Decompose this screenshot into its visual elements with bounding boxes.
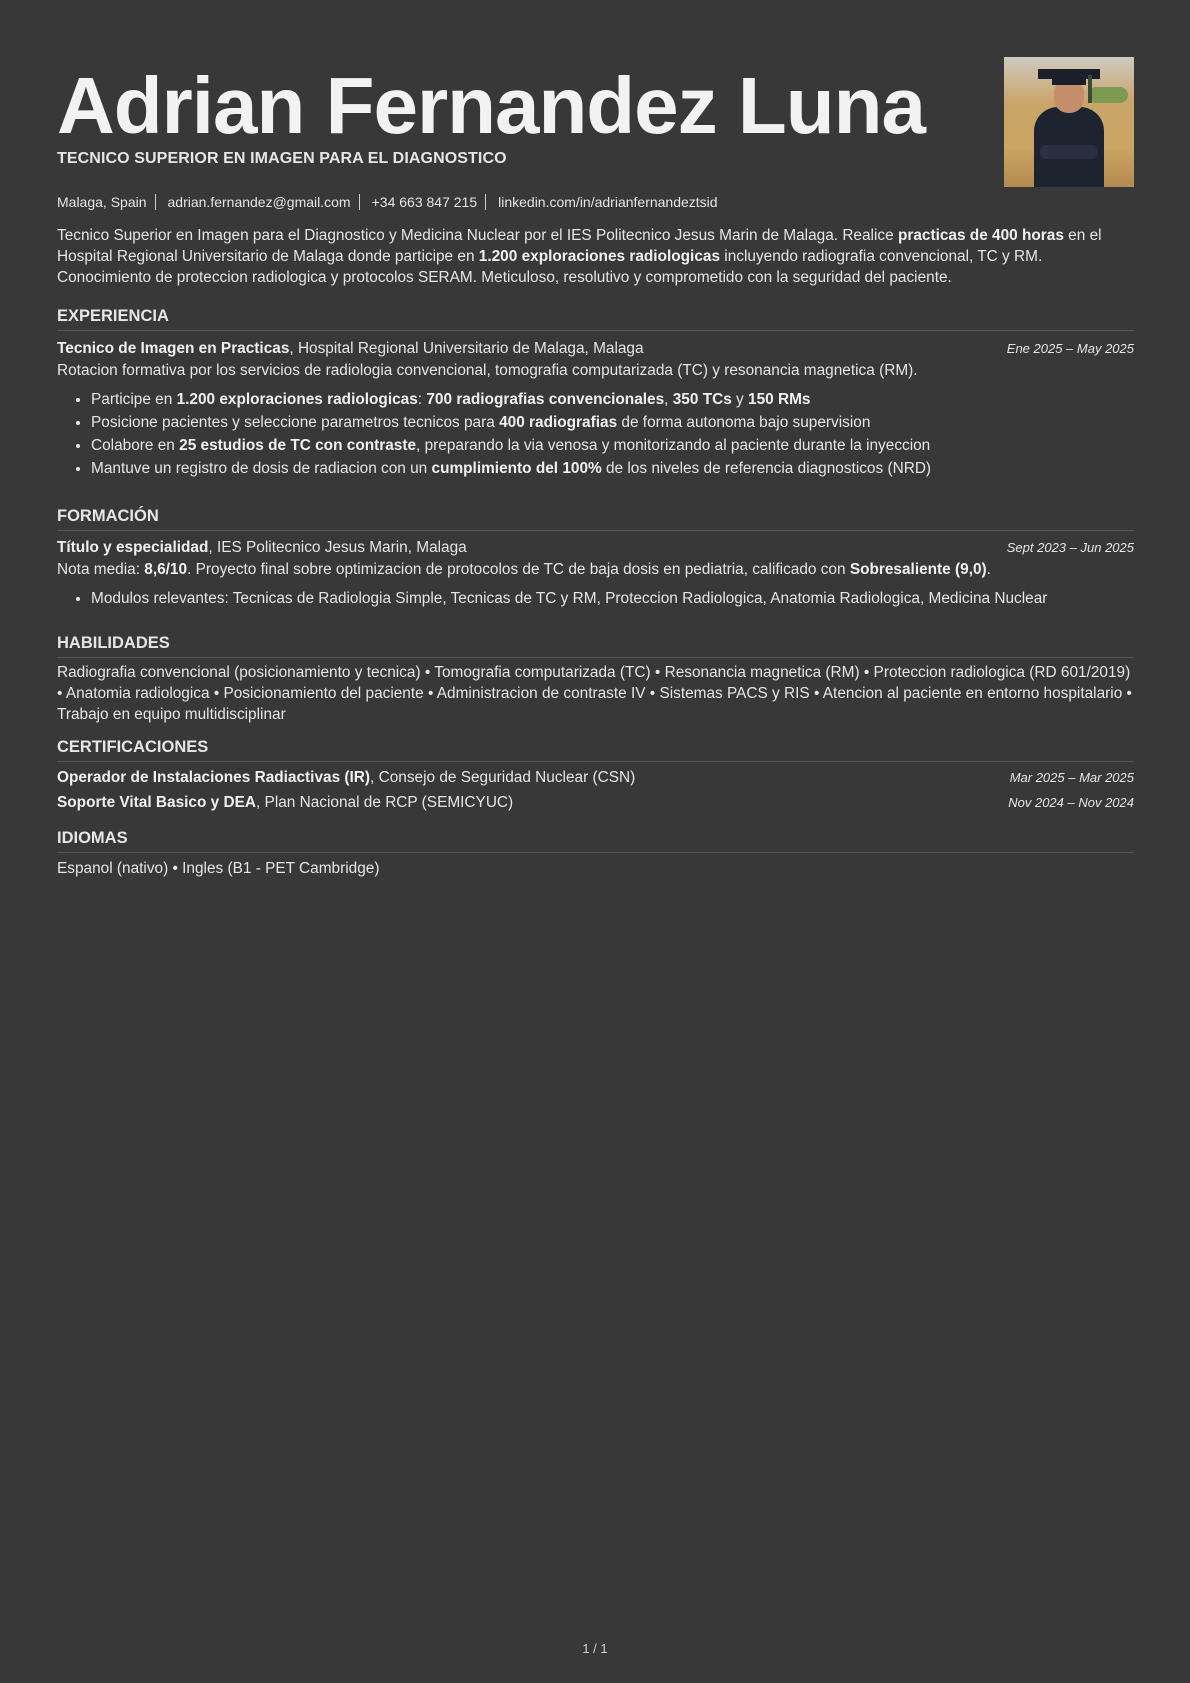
experience-header [57, 338, 1134, 360]
photo-background-bush [1088, 87, 1128, 103]
section-title: HABILIDADES [57, 634, 170, 652]
certification-item [57, 767, 1134, 789]
contact-email[interactable]: adrian.fernandez@gmail.com [167, 194, 351, 210]
certification-date: Nov 2024 – Nov 2024 [1008, 795, 1134, 810]
divider [485, 194, 486, 210]
section-experience [57, 305, 1134, 480]
certification-org: , Consejo de Seguridad Nuclear (CSN) [370, 769, 636, 786]
section-divider [57, 761, 1134, 762]
experience-role: Tecnico de Imagen en Practicas [57, 340, 290, 357]
section-title: CERTIFICACIONES [57, 738, 209, 756]
section-divider [57, 330, 1134, 331]
list-item: • Colabore en 25 estudios de TC con contraste, preparando la via venosa y monitorizando al paciente durante la inyeccion [91, 434, 1134, 457]
section-education [57, 505, 1134, 610]
divider [359, 194, 360, 210]
education-description: Nota media: 8,6/10. Proyecto final sobre optimizacion de protocolos de TC de baja dosis en pediatria, calificado con Sobresaliente (9,0). [57, 561, 991, 578]
section-divider [57, 852, 1134, 853]
experience-org: , Hospital Regional Universitario de Malaga, Malaga [289, 340, 644, 357]
certification-org: , Plan Nacional de RCP (SEMICYUC) [256, 794, 514, 811]
section-divider [57, 657, 1134, 658]
divider [155, 194, 156, 210]
section-divider [57, 530, 1134, 531]
experience-date: Ene 2025 – May 2025 [1006, 341, 1134, 356]
education-degree: Título y especialidad [57, 539, 209, 556]
education-header [57, 537, 1134, 559]
summary-highlight: 1.200 exploraciones radiologicas [478, 248, 721, 265]
list-item: • Posicione pacientes y seleccione parametros tecnicos para 400 radiografias de forma autonoma bajo supervision [91, 411, 1134, 434]
job-title: TECNICO SUPERIOR EN IMAGEN PARA EL DIAGNOSTICO [57, 150, 507, 167]
section-title: EXPERIENCIA [57, 307, 169, 325]
education-org: , IES Politecnico Jesus Marin, Malaga [208, 539, 467, 556]
photo-tassel [1088, 75, 1092, 103]
page-number: 1 / 1 [582, 1641, 608, 1656]
section-skills [57, 632, 1134, 725]
summary-highlight: practicas de 400 horas [897, 227, 1064, 244]
profile-photo [1004, 57, 1134, 187]
certification-item [57, 792, 1134, 814]
list-item: • Mantuve un registro de dosis de radiacion con un cumplimiento del 100% de los niveles de referencia diagnosticos (NRD) [91, 457, 1134, 480]
certification-name: Soporte Vital Basico y DEA [57, 794, 256, 811]
languages-list: Espanol (nativo) • Ingles (B1 - PET Cambridge) [57, 860, 380, 877]
certification-name: Operador de Instalaciones Radiactivas (IR) [57, 769, 371, 786]
contact-linkedin[interactable]: linkedin.com/in/adrianfernandeztsid [498, 194, 718, 210]
education-bullets [57, 587, 1134, 610]
summary-paragraph [57, 225, 1134, 288]
list-item: • Modulos relevantes: Tecnicas de Radiologia Simple, Tecnicas de TC y RM, Proteccion Radiologica, Anatomia Radiologica, Medicina Nuclear [91, 587, 1134, 610]
certification-date: Mar 2025 – Mar 2025 [1009, 770, 1134, 785]
experience-description: Rotacion formativa por los servicios de radiologia convencional, tomografia computarizada (TC) y resonancia magnetica (RM). [57, 362, 918, 379]
contact-phone[interactable]: +34 663 847 215 [371, 194, 478, 210]
section-certifications [57, 736, 1134, 814]
summary-text: Tecnico Superior en Imagen para el Diagnostico y Medicina Nuclear por el IES Politecnico Jesus Marin de Malaga. Realice [57, 227, 898, 244]
candidate-name: Adrian Fernandez Luna [57, 61, 925, 150]
photo-arms [1040, 145, 1098, 159]
contact-bar [57, 194, 718, 210]
section-languages [57, 827, 1134, 880]
list-item: • Participe en 1.200 exploraciones radiologicas: 700 radiografias convencionales, 350 TCs y 150 RMs [91, 388, 1134, 411]
summary-text: en el Hospital Regional Universitario de Malaga donde participe en [57, 227, 1102, 265]
skills-list: Radiografia convencional (posicionamiento y tecnica) • Tomografia computarizada (TC) • Resonancia magnetica (RM) • Proteccion radiologica (RD 601/2019) • Anatomia radiologica • Posicionamiento del paciente • Administracion de contraste IV • Sistemas PACS y RIS • Atencion al paciente en entorno hospitalario • Trabajo en equipo multidisciplinar [57, 664, 1132, 723]
section-title: FORMACIÓN [57, 507, 159, 525]
experience-bullets [57, 388, 1134, 480]
section-title: IDIOMAS [57, 829, 128, 847]
education-date: Sept 2023 – Jun 2025 [1006, 540, 1134, 555]
contact-location: Malaga, Spain [57, 194, 147, 210]
summary-text: incluyendo radiografia convencional, TC y RM. Conocimiento de proteccion radiologica y protocolos SERAM. Meticuloso, resolutivo y comprometido con la seguridad del paciente. [57, 248, 1043, 286]
